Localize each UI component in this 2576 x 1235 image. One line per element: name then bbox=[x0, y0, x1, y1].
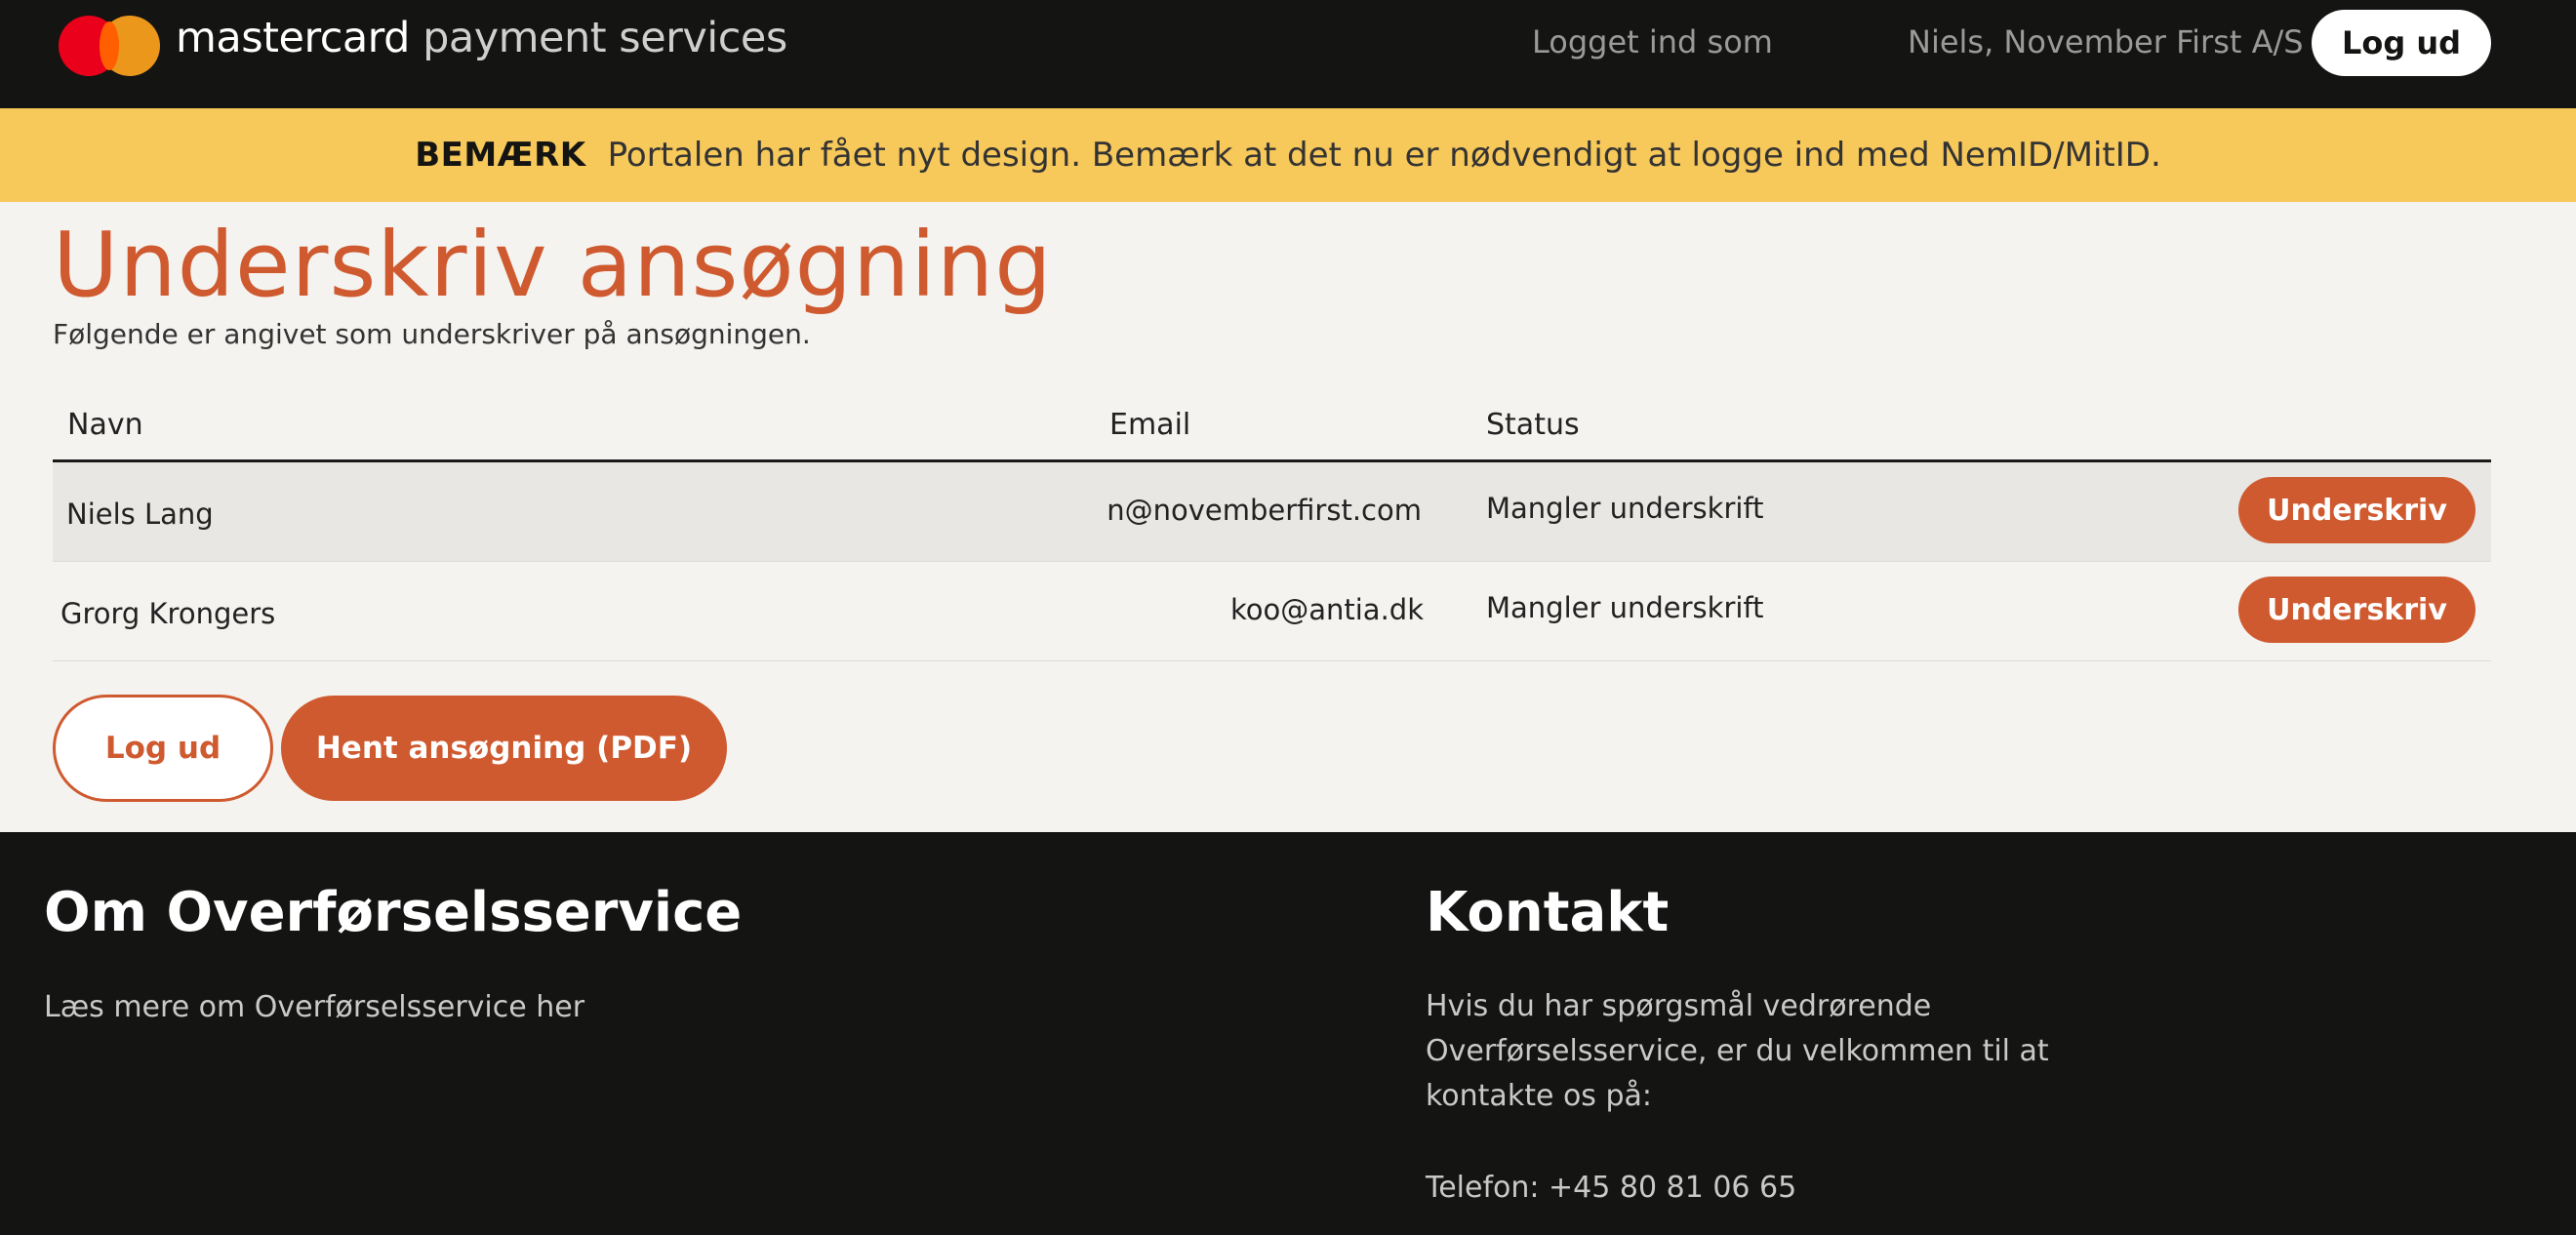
table-header bbox=[53, 400, 2491, 462]
column-header-email: Email bbox=[1109, 408, 1191, 442]
header-logout-button[interactable]: Log ud bbox=[2312, 10, 2491, 76]
sign-button[interactable]: Underskriv bbox=[2238, 577, 2475, 643]
footer-contact-text: Hvis du har spørgsmål vedrørende Overførselsservice, er du velkommen til at kontakte os på: bbox=[1426, 989, 2049, 1113]
table-row bbox=[53, 562, 2491, 661]
signer-email: n@novemberfirst.com bbox=[1107, 494, 1422, 527]
page-title: Underskriv ansøgning bbox=[53, 213, 1053, 317]
mastercard-logo-icon[interactable] bbox=[59, 16, 160, 76]
signer-name: Grorg Krongers bbox=[60, 597, 276, 630]
signer-email: koo@antia.dk bbox=[1229, 593, 1424, 626]
notice-message: Portalen har fået nyt design. Bemærk at det nu er nødvendigt at logge ind med NemID/MitID. bbox=[607, 136, 2161, 175]
page-subtitle: Følgende er angivet som underskriver på ansøgningen. bbox=[53, 318, 811, 350]
footer-contact-title: Kontakt bbox=[1426, 881, 1670, 944]
brand-name[interactable] bbox=[176, 14, 787, 62]
signer-status: Mangler underskrift bbox=[1486, 591, 1764, 624]
footer bbox=[0, 832, 2576, 1235]
brand-primary: mastercard bbox=[176, 14, 410, 62]
signer-status: Mangler underskrift bbox=[1486, 492, 1764, 525]
logout-button[interactable]: Log ud bbox=[53, 695, 273, 802]
signers-table bbox=[53, 400, 2491, 661]
footer-about-title: Om Overførselsservice bbox=[44, 881, 743, 944]
notice-banner bbox=[0, 108, 2576, 202]
signer-name: Niels Lang bbox=[66, 498, 214, 531]
notice-tag: BEMÆRK bbox=[415, 136, 586, 175]
column-header-status: Status bbox=[1486, 408, 1580, 442]
table-row bbox=[53, 462, 2491, 562]
top-bar bbox=[0, 0, 2576, 108]
logged-in-label: Logget ind som bbox=[1532, 23, 1773, 60]
brand-secondary: payment services bbox=[423, 14, 787, 62]
logged-in-user: Niels, November First A/S bbox=[1908, 23, 2304, 60]
footer-about-link[interactable]: Læs mere om Overførselsservice her bbox=[44, 990, 585, 1024]
download-pdf-button[interactable]: Hent ansøgning (PDF) bbox=[281, 696, 727, 801]
footer-contact-phone[interactable]: Telefon: +45 80 81 06 65 bbox=[1426, 1171, 1797, 1205]
sign-button[interactable]: Underskriv bbox=[2238, 477, 2475, 543]
column-header-name: Navn bbox=[67, 408, 143, 442]
